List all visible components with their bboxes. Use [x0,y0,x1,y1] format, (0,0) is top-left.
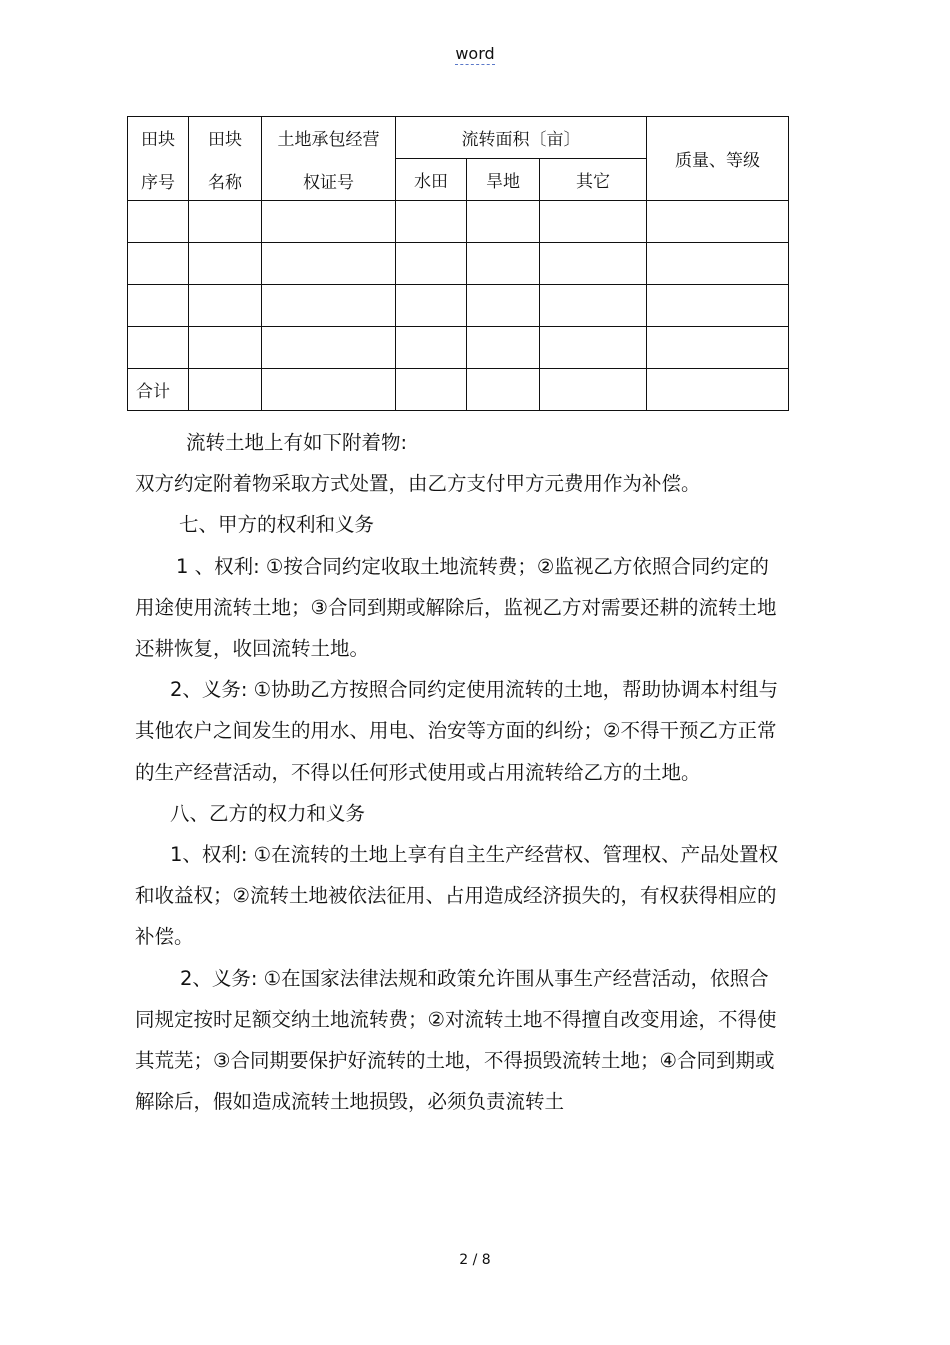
table-cell[interactable] [647,243,789,285]
table-cell[interactable] [189,201,262,243]
table-row [128,243,789,285]
header-plot-number-line1: 田块 [141,129,175,150]
section-8-obligations: 2、义务: ①在国家法律法规和政策允许围从事生产经营活动，依照合同规定按时足额交纳土地流转费；②对流转土地不得擅自改变用途，不得使其荒芜；③合同期要保护好流转的土地，不得损毁流转土地；④合同到期或解除后，假如造成流转土地损毁，必须负责流转土 [135,966,777,1114]
table-cell[interactable] [189,327,262,369]
table-cell[interactable] [396,285,467,327]
section-7-rights: 1 、权利: ①按合同约定收取土地流转费；②监视乙方依照合同约定的用途使用流转土地；③合同到期或解除后，监视乙方对需要还耕的流转土地还耕恢复，收回流转土地。 [135,554,777,661]
header-plot-name [189,117,262,201]
table-cell[interactable] [262,327,396,369]
table-cell[interactable] [647,201,789,243]
table-cell[interactable] [396,243,467,285]
table-cell[interactable] [540,369,647,411]
attachments-intro: 流转土地上有如下附着物: [186,431,408,454]
page-header [0,44,950,63]
table-row [128,285,789,327]
section-7-heading: 七、甲方的权利和义务 [179,513,375,537]
header-title: word [455,44,495,63]
table-cell[interactable] [189,369,262,411]
table-cell[interactable] [467,285,540,327]
table-cell[interactable] [262,285,396,327]
table-cell[interactable] [189,243,262,285]
table-cell[interactable] [189,285,262,327]
header-plot-name-line1: 田块 [208,129,242,150]
total-label: 合计 [128,369,189,411]
table-total-row [128,369,789,411]
table-cell[interactable] [262,243,396,285]
page-number: 2 / 8 [459,1252,491,1268]
table-cell[interactable] [128,243,189,285]
table-cell[interactable] [647,285,789,327]
table-cell[interactable] [262,369,396,411]
table-cell[interactable] [540,243,647,285]
header-transfer-area: 流转面积〔亩〕 [396,117,647,159]
table-cell[interactable] [467,243,540,285]
header-dry-land: 旱地 [467,159,540,201]
table-cell[interactable] [396,327,467,369]
table-cell[interactable] [467,201,540,243]
table-cell[interactable] [396,201,467,243]
table-row [128,327,789,369]
table-cell[interactable] [128,201,189,243]
header-certificate-line1: 土地承包经营 [277,129,380,150]
table-cell[interactable] [540,327,647,369]
section-8-rights: 1、权利: ①在流转的土地上享有自主生产经营权、管理权、产品处置权和收益权；②流转土地被依法征用、占用造成经济损失的，有权获得相应的补偿。 [135,843,779,949]
table-cell[interactable] [128,327,189,369]
header-plot-number [128,117,189,201]
table-cell[interactable] [467,327,540,369]
table-cell[interactable] [647,369,789,411]
section-7-obligations: 2、义务: ①协助乙方按照合同约定使用流转的土地，帮助协调本村组与其他农户之间发生的用水、用电、治安等方面的纠纷；②不得干预乙方正常的生产经营活动，不得以任何形式使用或占用流转给乙方的土地。 [135,678,779,784]
table-row [128,201,789,243]
header-plot-number-line2: 序号 [141,172,175,193]
table-header-row-1 [128,117,789,159]
contract-body [135,422,785,1122]
table-cell[interactable] [647,327,789,369]
table-cell[interactable] [262,201,396,243]
section-8-heading: 八、乙方的权力和义务 [170,801,366,825]
attachments-disposal: 双方约定附着物采取方式处置，由乙方支付甲方元费用作为补偿。 [135,472,701,496]
header-paddy-field: 水田 [396,159,467,201]
table-cell[interactable] [540,285,647,327]
table-cell[interactable] [467,369,540,411]
table-cell[interactable] [540,201,647,243]
table-cell[interactable] [128,285,189,327]
header-plot-name-line2: 名称 [208,172,242,193]
table-cell[interactable] [396,369,467,411]
header-certificate-number [262,117,396,201]
land-transfer-table [127,116,789,411]
header-certificate-line2: 权证号 [303,172,354,193]
header-quality-grade: 质量、等级 [647,117,789,201]
header-other-land: 其它 [540,159,647,201]
